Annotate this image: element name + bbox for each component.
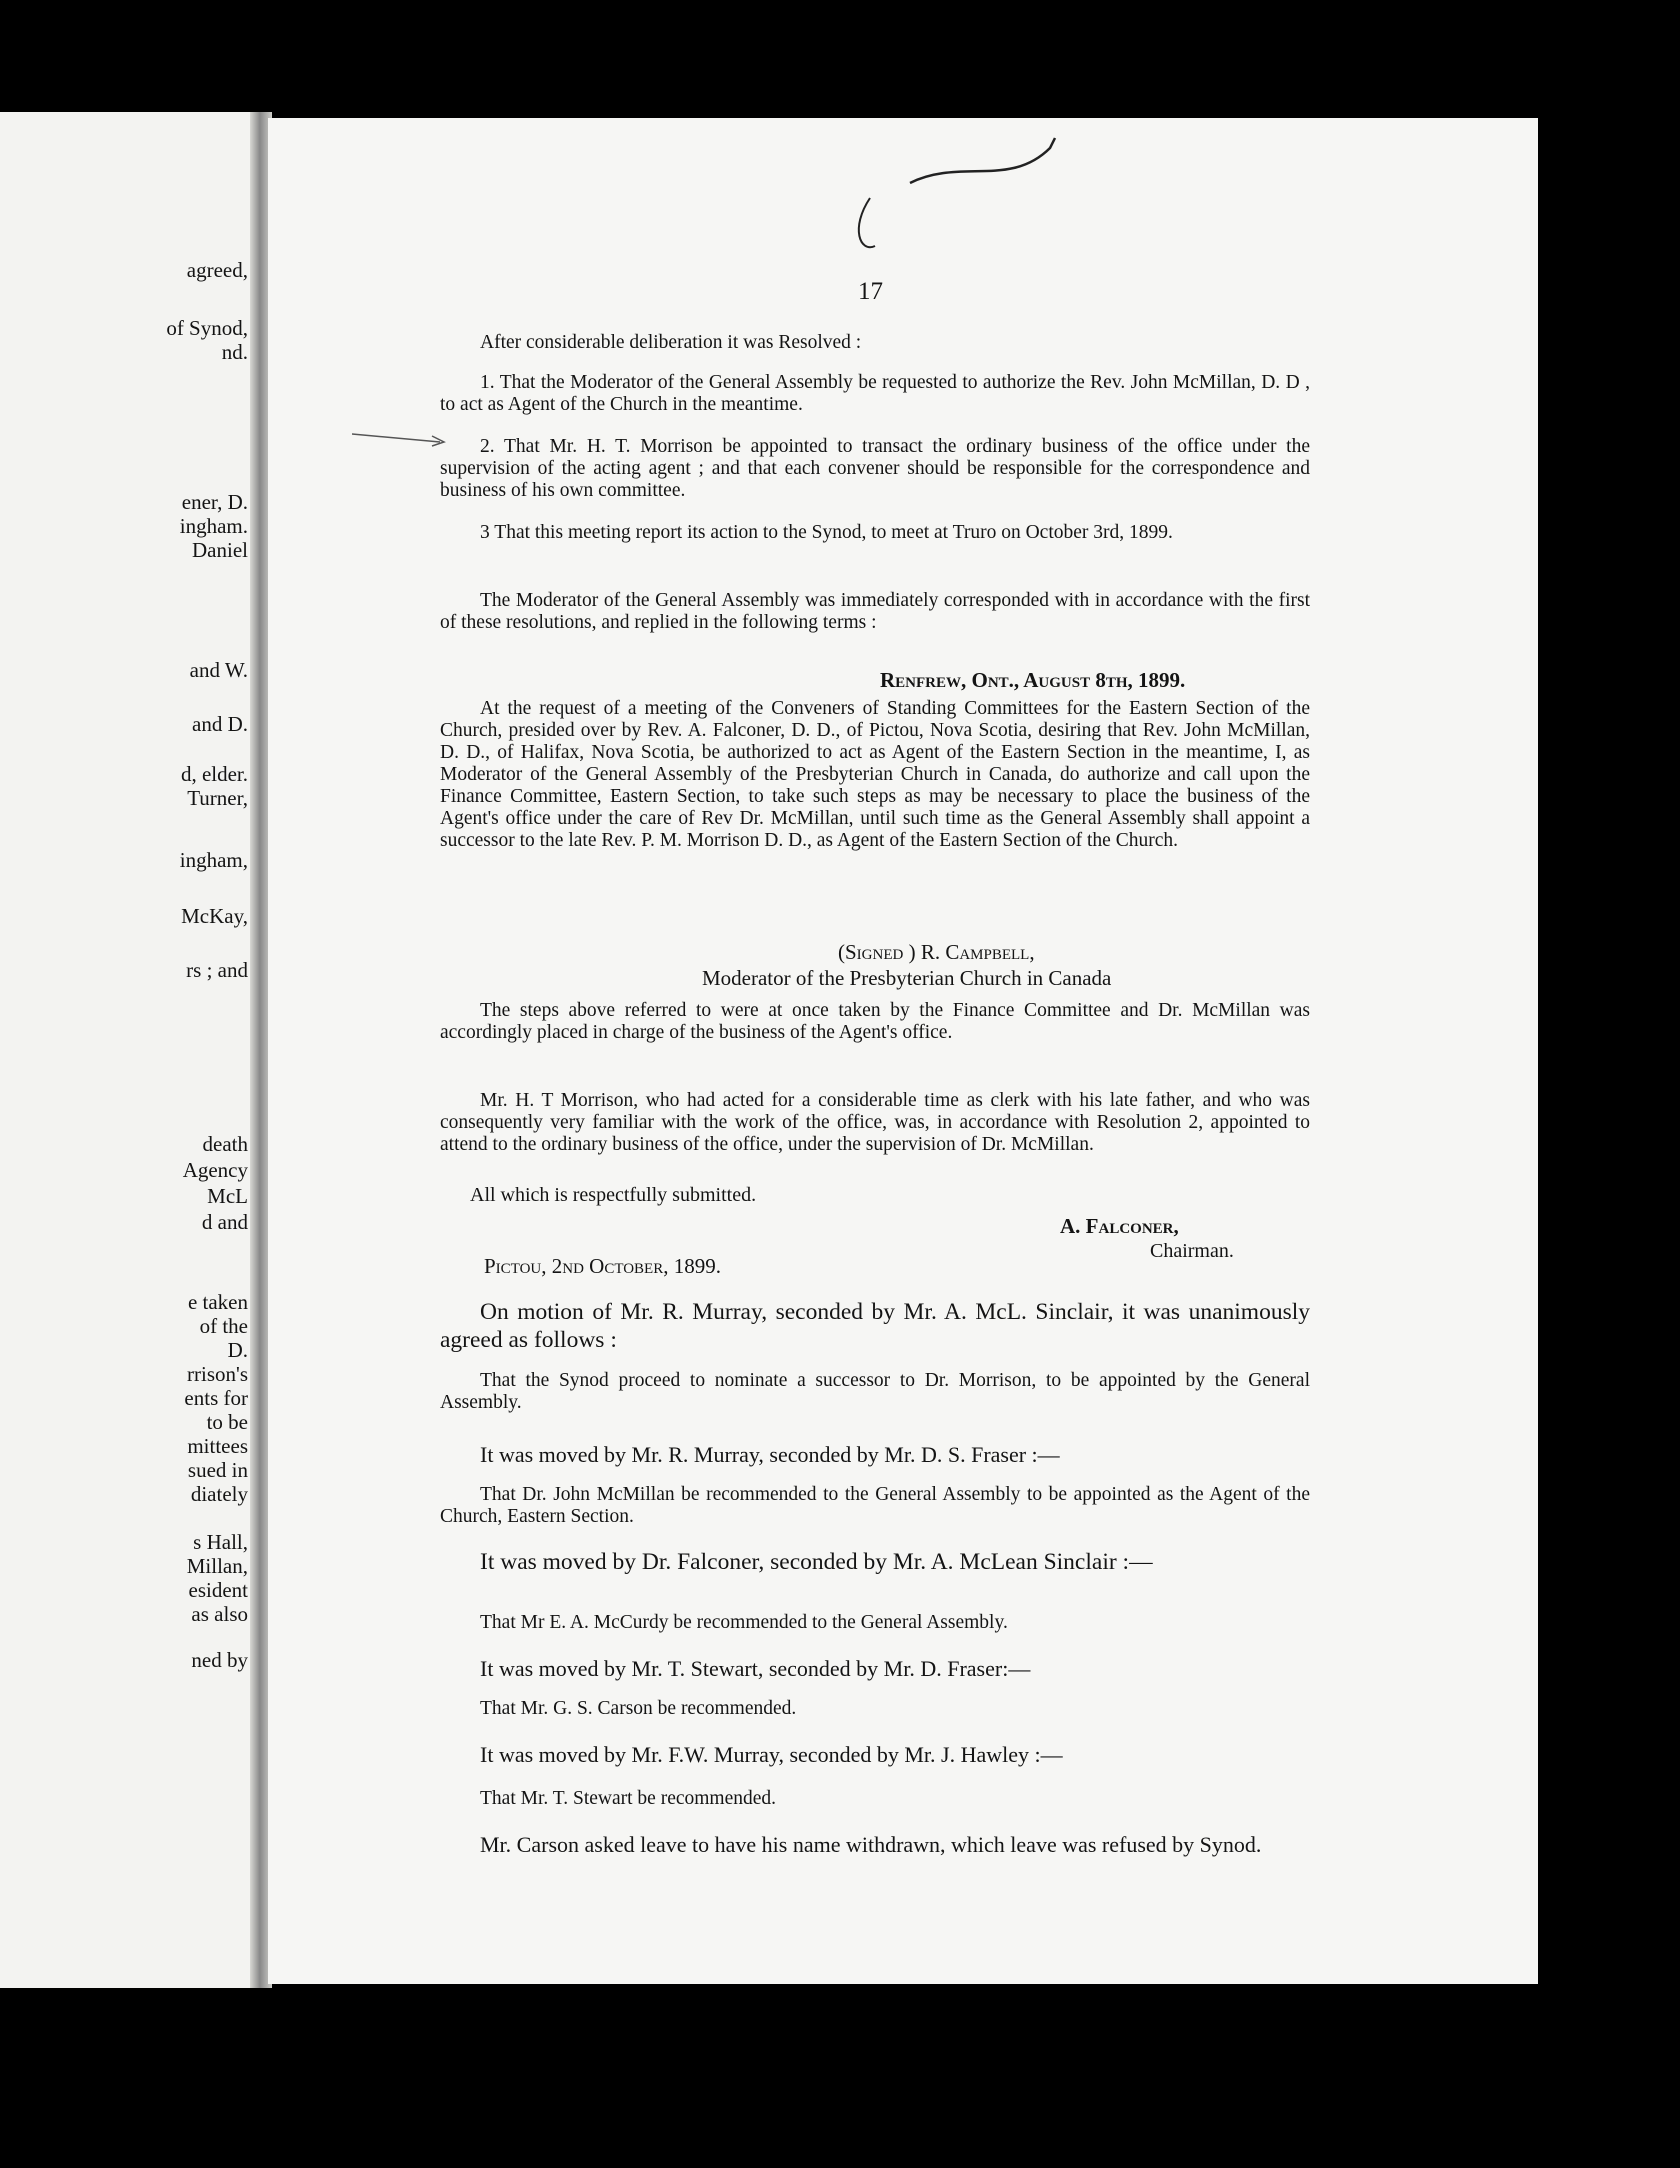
left-page-line: e taken [187,1290,248,1314]
left-page-line: agreed, [186,258,248,282]
submitted-line: All which is respectfully submitted. [470,1184,757,1206]
left-page-line: ener, D. [181,490,248,514]
left-page-line: nd. [221,340,248,364]
date-line: Pictou, 2nd October, 1899. [484,1254,721,1278]
left-page-line: ents for [184,1386,248,1410]
left-page-line: to be [206,1410,248,1434]
left-page-line: d, elder. [180,762,248,786]
page-number: 17 [858,278,883,305]
left-page-line: Agency [182,1158,248,1182]
left-page-line: ned by [191,1648,248,1672]
letter-body: At the request of a meeting of the Conveners of Standing Committees for the Eastern Section of the Church, presided over by Rev. A. Falconer, D. D., of Pictou, Nova Scotia, desiring that Rev. John McMillan, D. D., of Halifax, Nova Scotia, be authorized to act as Agent of the Eastern Section in the meantime, I, as Moderator of the General Assembly of the Presbyterian Church in Canada, do authorize and call upon the Finance Committee, Eastern Section, to take such steps as may be necessary to place the business of the Agent's office under the care of Rev Dr. McMillan, until such time as the General Assembly shall appoint a successor to the late Rev. P. M. Morrison D. D., as Agent of the Eastern Section of the Church. [440,698,1310,851]
left-page-line: rrison's [187,1362,248,1386]
left-page-line: s Hall, [193,1530,248,1554]
resolution-3: 3 That this meeting report its action to the Synod, to meet at Truro on October 3rd, 1899. [480,522,1173,543]
left-page-line: and W. [189,658,248,682]
intro-line: After considerable deliberation it was Resolved : [480,332,862,353]
left-page-line: McKay, [181,904,248,928]
minutes-paragraph: It was moved by Mr. R. Murray, seconded by Mr. D. S. Fraser :— [480,1442,1060,1467]
letter-signed-title: Moderator of the Presbyterian Church in Canada [702,966,1112,990]
moderator-paragraph: The Moderator of the General Assembly was immediately corresponded with in accordance with the first of these resolutions, and replied in the following terms : [440,590,1310,633]
minutes-paragraph: That Mr E. A. McCurdy be recommended to the General Assembly. [480,1612,1008,1633]
resolution-1: 1. That the Moderator of the General Assembly be requested to authorize the Rev. John McMillan, D. D , to act as Agent of the Church in the meantime. [440,372,1310,415]
left-page-fragment [0,112,262,1988]
left-page-line: sued in [187,1458,248,1482]
minutes-paragraph: That Mr. G. S. Carson be recommended. [480,1698,797,1719]
morrison-paragraph: Mr. H. T Morrison, who had acted for a considerable time as clerk with his late father, and who was consequently very familiar with the work of the office, was, in accordance with Resolution 2, appointed to attend to the ordinary business of the office, under the supervision of Dr. McMillan. [440,1090,1310,1155]
minutes-paragraph: That the Synod proceed to nominate a successor to Dr. Morrison, to be appointed by the General Assembly. [440,1370,1310,1413]
margin-arrow-mark [352,428,452,448]
left-page-line: of Synod, [166,316,248,340]
minutes-paragraph: It was moved by Mr. F.W. Murray, seconded by Mr. J. Hawley :— [480,1742,1063,1767]
left-page-line: Turner, [187,786,248,810]
minutes-paragraph: That Dr. John McMillan be recommended to the General Assembly to be appointed as the Agent of the Church, Eastern Section. [440,1484,1310,1527]
left-page-line: Daniel [192,538,248,562]
left-page-line: death [202,1132,248,1156]
minutes-paragraph: That Mr. T. Stewart be recommended. [480,1788,777,1809]
letter-place-date: Renfrew, Ont., August 8th, 1899. [880,668,1186,692]
resolution-2: 2. That Mr. H. T. Morrison be appointed to transact the ordinary business of the office under the supervision of the acting agent ; and that each convener should be responsible for the correspondence and business of his own committee. [440,436,1310,501]
pencil-mark [850,128,1080,278]
left-page-line: mittees [187,1434,248,1458]
minutes-paragraph: On motion of Mr. R. Murray, seconded by Mr. A. McL. Sinclair, it was unanimously agreed as follows : [440,1299,1310,1353]
minutes-paragraph: It was moved by Mr. T. Stewart, seconded by Mr. D. Fraser:— [480,1656,1031,1681]
left-page-line: of the [199,1314,248,1338]
minutes-paragraph: It was moved by Dr. Falconer, seconded by Mr. A. McLean Sinclair :— [480,1549,1153,1575]
signature-name: A. Falconer, [1060,1214,1179,1238]
left-page-line: esident [188,1578,248,1602]
left-page-line: McL [207,1184,248,1208]
minutes-paragraph: Mr. Carson asked leave to have his name withdrawn, which leave was refused by Synod. [480,1832,1262,1857]
left-page-line: diately [190,1482,248,1506]
left-page-line: d and [201,1210,248,1234]
steps-paragraph: The steps above referred to were at once taken by the Finance Committee and Dr. McMillan was accordingly placed in charge of the business of the Agent's office. [440,1000,1310,1043]
left-page-line: ingham, [179,848,248,872]
left-page-line: as also [191,1602,248,1626]
left-page-line: Millan, [186,1554,248,1578]
left-page-line: and D. [192,712,248,736]
left-page-line: ingham. [179,514,248,538]
letter-signed: (Signed ) R. Campbell, [838,940,1035,964]
left-page-line: rs ; and [186,958,248,982]
signature-title: Chairman. [1150,1240,1234,1262]
left-page-line: D. [227,1338,248,1362]
